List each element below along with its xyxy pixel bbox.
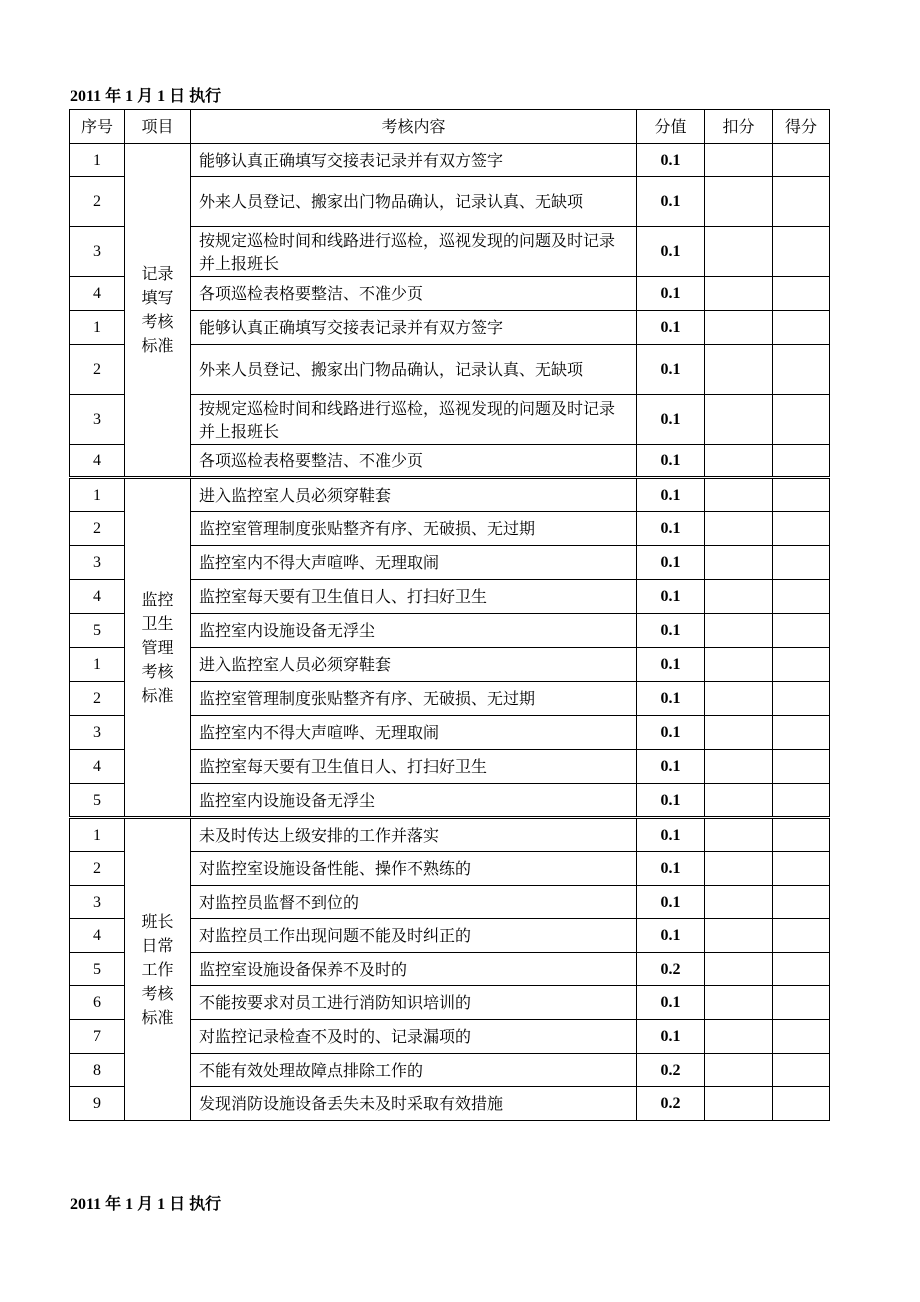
row-content: 发现消防设施设备丢失未及时采取有效措施 (191, 1087, 637, 1121)
header-item: 项目 (125, 110, 191, 144)
row-score: 0.1 (637, 919, 705, 953)
row-score: 0.1 (637, 445, 705, 478)
row-deduct-cell[interactable] (705, 478, 773, 512)
row-content: 按规定巡检时间和线路进行巡检，巡视发现的问题及时记录并上报班长 (191, 227, 637, 277)
row-deduct-cell[interactable] (705, 177, 773, 227)
row-score: 0.1 (637, 478, 705, 512)
row-score: 0.1 (637, 546, 705, 580)
row-content: 监控室管理制度张贴整齐有序、无破损、无过期 (191, 512, 637, 546)
row-get-cell[interactable] (773, 395, 830, 445)
row-get-cell[interactable] (773, 345, 830, 395)
section-item-label: 记录填写考核标准 (125, 144, 191, 478)
row-score: 0.1 (637, 345, 705, 395)
row-content: 外来人员登记、搬家出门物品确认，记录认真、无缺项 (191, 345, 637, 395)
row-score: 0.1 (637, 1020, 705, 1054)
row-get-cell[interactable] (773, 919, 830, 953)
row-deduct-cell[interactable] (705, 311, 773, 345)
row-content: 外来人员登记、搬家出门物品确认，记录认真、无缺项 (191, 177, 637, 227)
row-deduct-cell[interactable] (705, 512, 773, 546)
row-content: 对监控室设施设备性能、操作不熟练的 (191, 852, 637, 886)
row-get-cell[interactable] (773, 478, 830, 512)
row-score: 0.1 (637, 580, 705, 614)
row-score: 0.2 (637, 953, 705, 986)
row-content: 能够认真正确填写交接表记录并有双方签字 (191, 144, 637, 177)
row-seq: 8 (70, 1054, 125, 1087)
row-content: 监控室内设施设备无浮尘 (191, 784, 637, 818)
execution-date-header: 2011 年 1 月 1 日 执行 (70, 88, 222, 105)
row-content: 未及时传达上级安排的工作并落实 (191, 818, 637, 852)
row-deduct-cell[interactable] (705, 144, 773, 177)
section-item-label: 班长日常工作考核标准 (125, 818, 191, 1121)
row-score: 0.1 (637, 852, 705, 886)
row-get-cell[interactable] (773, 311, 830, 345)
row-seq: 1 (70, 478, 125, 512)
row-score: 0.1 (637, 886, 705, 919)
row-seq: 3 (70, 395, 125, 445)
row-seq: 5 (70, 614, 125, 648)
row-deduct-cell[interactable] (705, 648, 773, 682)
row-deduct-cell[interactable] (705, 886, 773, 919)
row-get-cell[interactable] (773, 682, 830, 716)
row-seq: 1 (70, 144, 125, 177)
row-get-cell[interactable] (773, 716, 830, 750)
row-seq: 4 (70, 277, 125, 311)
table-header-row (70, 110, 830, 144)
row-content: 监控室每天要有卫生值日人、打扫好卫生 (191, 580, 637, 614)
row-seq: 1 (70, 311, 125, 345)
row-deduct-cell[interactable] (705, 227, 773, 277)
row-deduct-cell[interactable] (705, 716, 773, 750)
row-deduct-cell[interactable] (705, 614, 773, 648)
row-get-cell[interactable] (773, 614, 830, 648)
row-get-cell[interactable] (773, 886, 830, 919)
row-deduct-cell[interactable] (705, 784, 773, 818)
row-deduct-cell[interactable] (705, 1020, 773, 1054)
row-seq: 4 (70, 750, 125, 784)
row-get-cell[interactable] (773, 750, 830, 784)
row-seq: 3 (70, 546, 125, 580)
row-get-cell[interactable] (773, 277, 830, 311)
row-seq: 5 (70, 784, 125, 818)
row-score: 0.1 (637, 716, 705, 750)
row-get-cell[interactable] (773, 512, 830, 546)
row-get-cell[interactable] (773, 1087, 830, 1121)
execution-date-footer: 2011 年 1 月 1 日 执行 (70, 1196, 222, 1213)
row-get-cell[interactable] (773, 953, 830, 986)
row-deduct-cell[interactable] (705, 277, 773, 311)
row-deduct-cell[interactable] (705, 818, 773, 852)
row-deduct-cell[interactable] (705, 1087, 773, 1121)
row-deduct-cell[interactable] (705, 580, 773, 614)
row-content: 监控室每天要有卫生值日人、打扫好卫生 (191, 750, 637, 784)
header-score: 分值 (637, 110, 705, 144)
row-seq: 1 (70, 648, 125, 682)
row-deduct-cell[interactable] (705, 919, 773, 953)
row-seq: 2 (70, 345, 125, 395)
row-score: 0.1 (637, 986, 705, 1020)
row-content: 监控室设施设备保养不及时的 (191, 953, 637, 986)
row-score: 0.1 (637, 177, 705, 227)
row-content: 各项巡检表格要整洁、不准少页 (191, 277, 637, 311)
row-get-cell[interactable] (773, 852, 830, 886)
row-get-cell[interactable] (773, 818, 830, 852)
row-deduct-cell[interactable] (705, 682, 773, 716)
assessment-table (69, 109, 830, 1121)
row-score: 0.1 (637, 750, 705, 784)
row-deduct-cell[interactable] (705, 1054, 773, 1087)
row-seq: 6 (70, 986, 125, 1020)
row-deduct-cell[interactable] (705, 750, 773, 784)
row-seq: 7 (70, 1020, 125, 1054)
row-seq: 2 (70, 512, 125, 546)
row-deduct-cell[interactable] (705, 395, 773, 445)
row-seq: 4 (70, 580, 125, 614)
row-content: 监控室内不得大声喧哗、无理取闹 (191, 716, 637, 750)
row-get-cell[interactable] (773, 784, 830, 818)
section-item-label: 监控卫生管理考核标准 (125, 478, 191, 818)
row-content: 监控室内设施设备无浮尘 (191, 614, 637, 648)
table-row (70, 478, 830, 512)
row-content: 不能有效处理故障点排除工作的 (191, 1054, 637, 1087)
row-content: 不能按要求对员工进行消防知识培训的 (191, 986, 637, 1020)
row-seq: 3 (70, 227, 125, 277)
header-deduct: 扣分 (705, 110, 773, 144)
row-score: 0.1 (637, 784, 705, 818)
table-body (70, 144, 830, 1121)
row-get-cell[interactable] (773, 546, 830, 580)
row-deduct-cell[interactable] (705, 546, 773, 580)
row-content: 监控室管理制度张贴整齐有序、无破损、无过期 (191, 682, 637, 716)
row-score: 0.1 (637, 648, 705, 682)
row-content: 按规定巡检时间和线路进行巡检，巡视发现的问题及时记录并上报班长 (191, 395, 637, 445)
row-get-cell[interactable] (773, 177, 830, 227)
header-get: 得分 (773, 110, 830, 144)
row-score: 0.1 (637, 395, 705, 445)
row-seq: 4 (70, 919, 125, 953)
row-content: 各项巡检表格要整洁、不准少页 (191, 445, 637, 478)
row-seq: 4 (70, 445, 125, 478)
row-get-cell[interactable] (773, 580, 830, 614)
row-score: 0.1 (637, 682, 705, 716)
row-get-cell[interactable] (773, 227, 830, 277)
table-row (70, 818, 830, 852)
row-score: 0.2 (637, 1087, 705, 1121)
row-content: 能够认真正确填写交接表记录并有双方签字 (191, 311, 637, 345)
row-get-cell[interactable] (773, 144, 830, 177)
row-deduct-cell[interactable] (705, 445, 773, 478)
row-score: 0.1 (637, 277, 705, 311)
row-deduct-cell[interactable] (705, 953, 773, 986)
row-score: 0.1 (637, 512, 705, 546)
row-score: 0.2 (637, 1054, 705, 1087)
header-content: 考核内容 (191, 110, 637, 144)
row-get-cell[interactable] (773, 445, 830, 478)
row-content: 进入监控室人员必须穿鞋套 (191, 478, 637, 512)
row-content: 对监控记录检查不及时的、记录漏项的 (191, 1020, 637, 1054)
row-seq: 3 (70, 716, 125, 750)
row-content: 进入监控室人员必须穿鞋套 (191, 648, 637, 682)
row-score: 0.1 (637, 144, 705, 177)
row-content: 监控室内不得大声喧哗、无理取闹 (191, 546, 637, 580)
row-score: 0.1 (637, 311, 705, 345)
row-score: 0.1 (637, 614, 705, 648)
row-get-cell[interactable] (773, 986, 830, 1020)
header-seq: 序号 (70, 110, 125, 144)
row-score: 0.1 (637, 818, 705, 852)
row-get-cell[interactable] (773, 1054, 830, 1087)
row-score: 0.1 (637, 227, 705, 277)
row-seq: 3 (70, 886, 125, 919)
row-seq: 2 (70, 852, 125, 886)
row-seq: 2 (70, 682, 125, 716)
row-deduct-cell[interactable] (705, 986, 773, 1020)
row-get-cell[interactable] (773, 1020, 830, 1054)
row-seq: 5 (70, 953, 125, 986)
row-seq: 9 (70, 1087, 125, 1121)
row-seq: 2 (70, 177, 125, 227)
row-seq: 1 (70, 818, 125, 852)
row-content: 对监控员工作出现问题不能及时纠正的 (191, 919, 637, 953)
row-deduct-cell[interactable] (705, 852, 773, 886)
row-content: 对监控员监督不到位的 (191, 886, 637, 919)
row-deduct-cell[interactable] (705, 345, 773, 395)
row-get-cell[interactable] (773, 648, 830, 682)
table-row (70, 144, 830, 177)
